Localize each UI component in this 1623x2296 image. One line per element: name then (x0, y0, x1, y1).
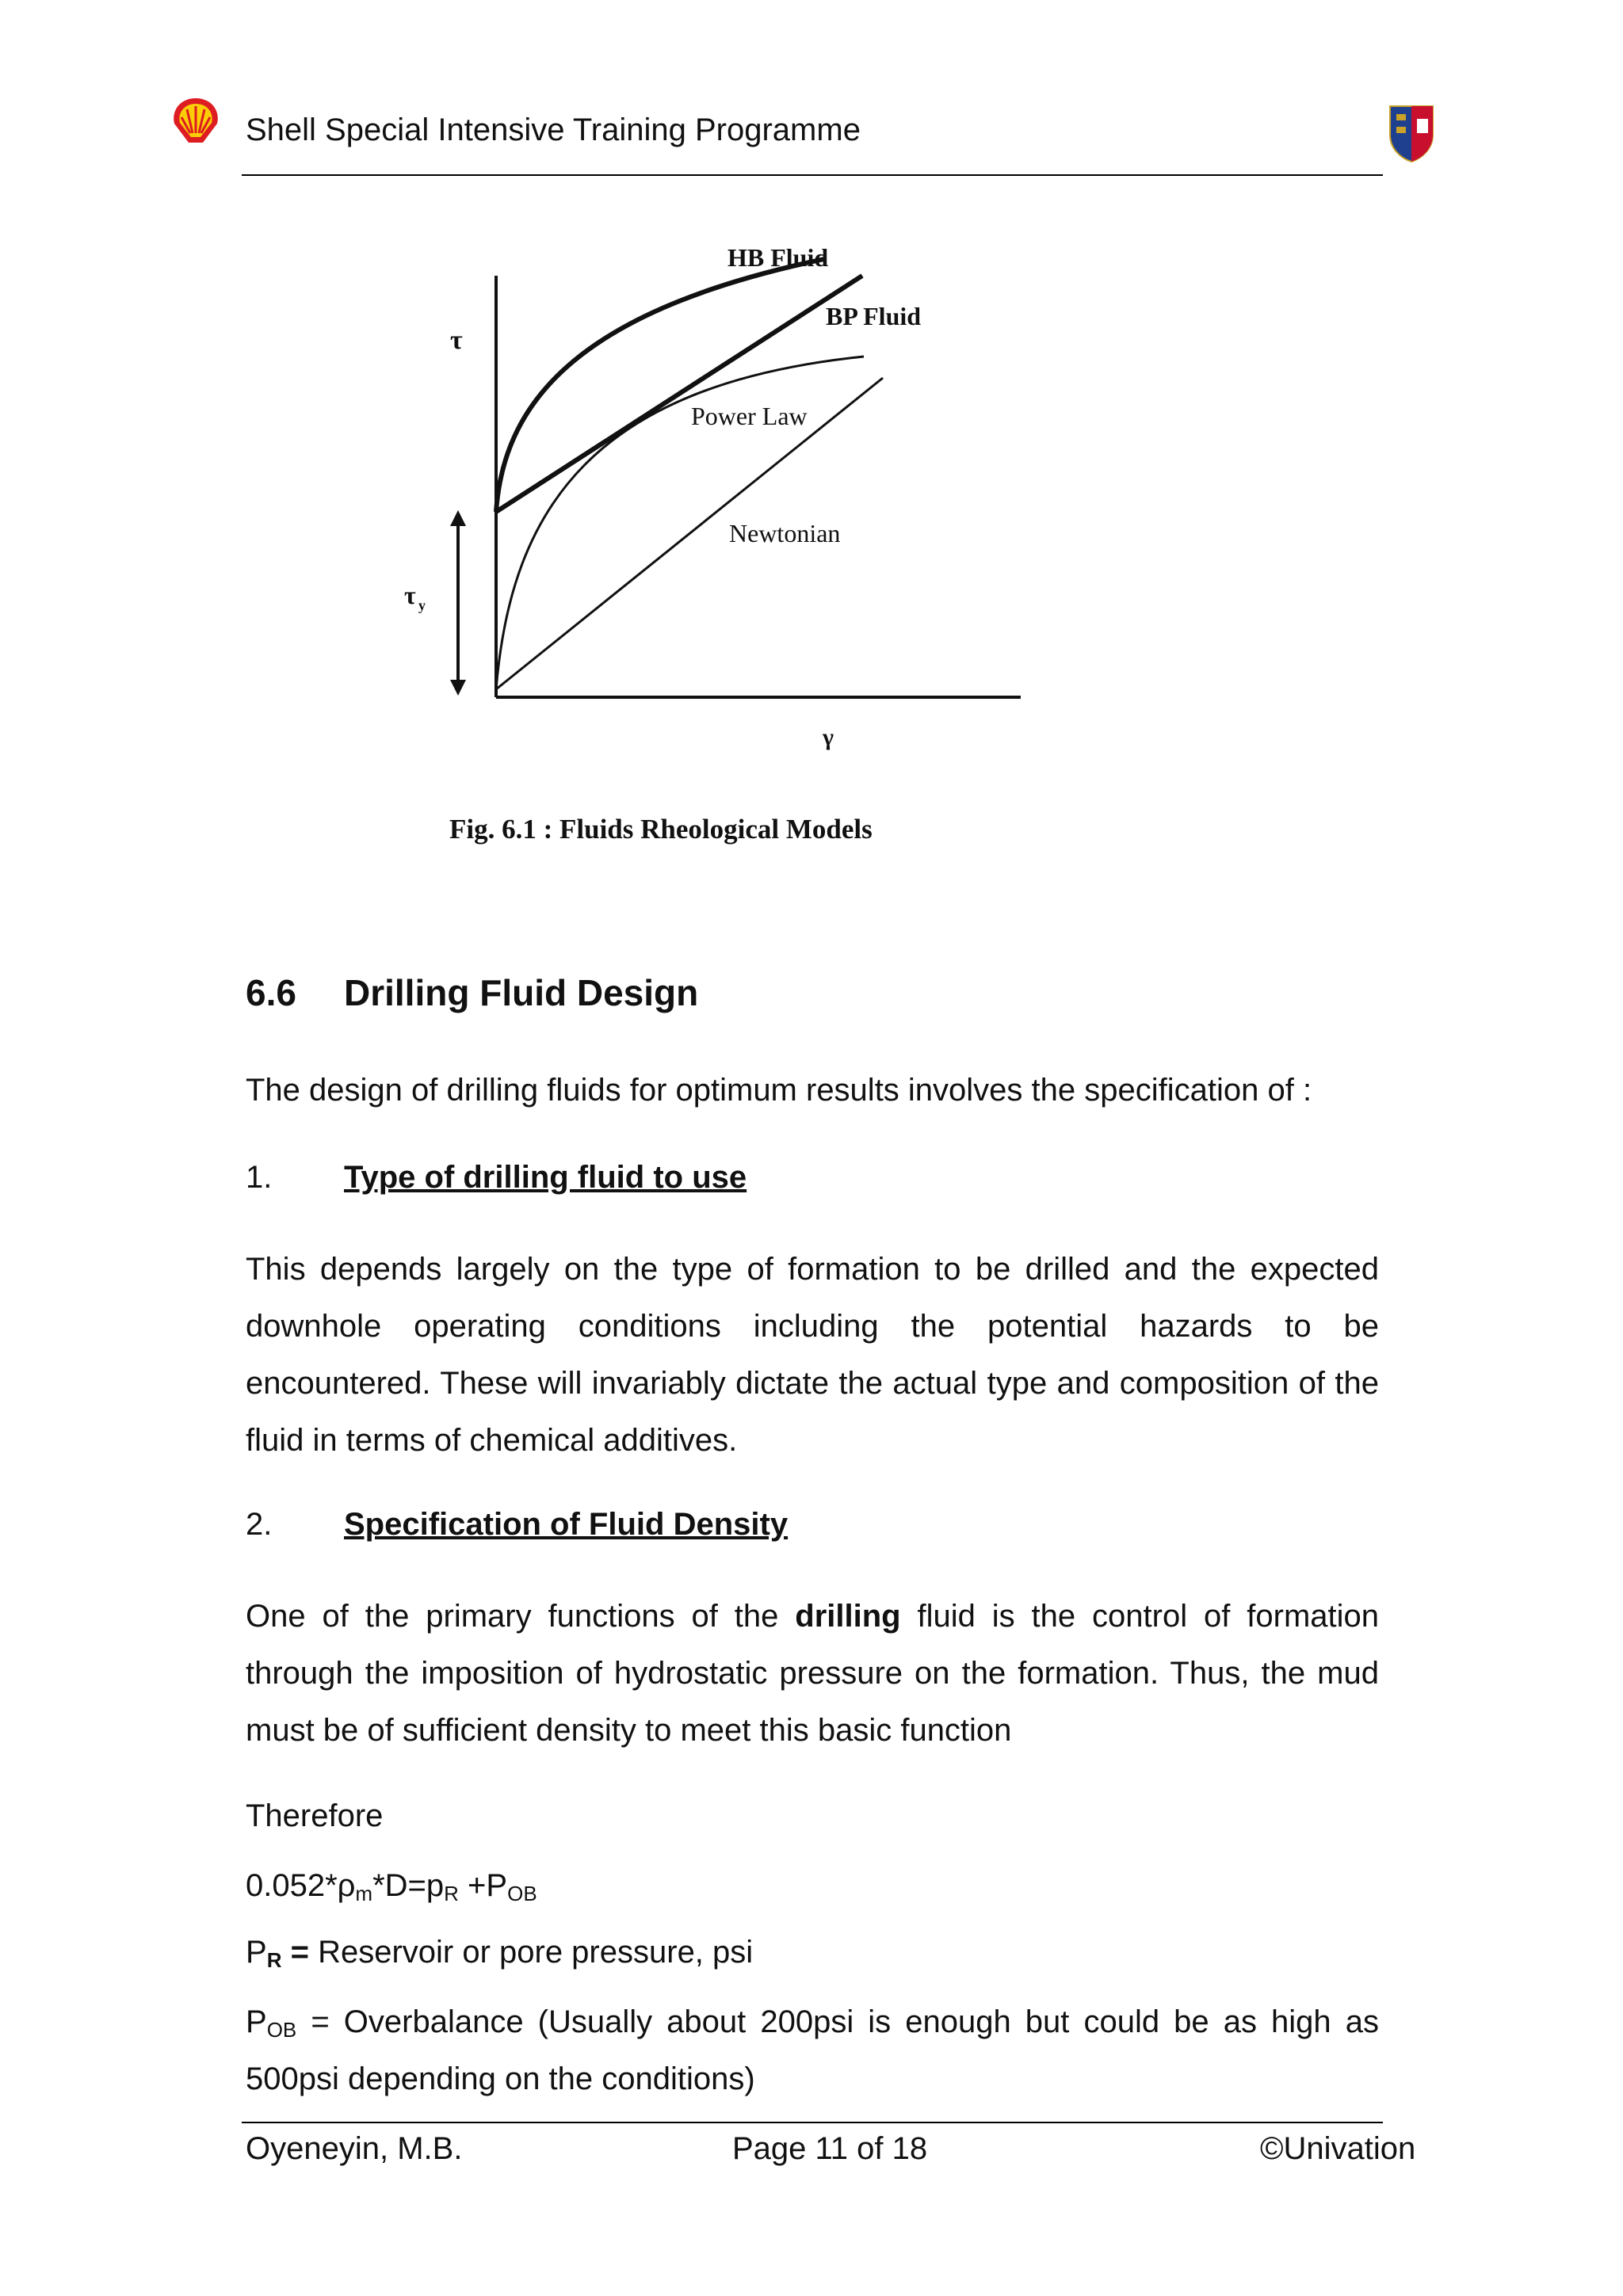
eq-sub-r: R (444, 1882, 459, 1905)
hb-fluid-curve (496, 259, 824, 512)
def-pr (246, 1924, 1379, 1981)
item-2-paragraph (246, 1588, 1379, 1759)
eq-sub-m: m (355, 1882, 373, 1905)
hb-fluid-label: HB Fluid (727, 243, 829, 272)
footer-copyright: ©Univation (1260, 2131, 1416, 2166)
item-2-text-bold: drilling (795, 1599, 901, 1634)
def-pob-symbol: P (246, 2004, 267, 2039)
item-2-text-pre: One of the primary functions of the (246, 1599, 796, 1634)
newtonian-label: Newtonian (729, 519, 841, 547)
footer-author: Oyeneyin, M.B. (246, 2131, 463, 2166)
x-axis-label: γ (823, 724, 834, 750)
crest-icon (1387, 103, 1436, 163)
item-1-number: 1. (246, 1160, 273, 1195)
def-pob-sub: OB (266, 2018, 297, 2042)
yield-arrow-head-bottom (450, 680, 466, 696)
def-pob (246, 1993, 1379, 2107)
header-rule (242, 174, 1383, 176)
yield-label-sub: y (418, 597, 426, 613)
y-axis-label: τ (450, 326, 463, 355)
def-pob-text: = Overbalance (Usually about 200psi is enough but could be as high as 500psi depending on the conditions) (246, 2004, 1379, 2096)
density-equation (246, 1857, 1379, 1914)
section-number: 6.6 (246, 972, 296, 1013)
eq-part-a: 0.052*ρ (246, 1868, 356, 1903)
rheology-figure (285, 222, 1094, 808)
item-2-title: Specification of Fluid Density (344, 1507, 789, 1542)
shell-logo-icon (168, 93, 223, 149)
item-1-title: Type of drilling fluid to use (344, 1160, 747, 1195)
intro-paragraph: The design of drilling fluids for optimum results involves the specification of : (246, 1073, 1312, 1108)
footer-page-number: Page 11 of 18 (732, 2131, 928, 2166)
eq-part-b: *D=p (372, 1868, 445, 1903)
eq-sub-ob: OB (507, 1882, 537, 1905)
def-pr-text: Reservoir or pore pressure, psi (308, 1935, 754, 1970)
yield-arrow-head-top (450, 510, 466, 526)
item-1-paragraph: This depends largely on the type of formation to be drilled and the expected downhole operating conditions including the potential hazards to be encountered. These will invariably dictate the actual type and composition of the fluid in terms of chemical additives. (246, 1252, 1379, 1458)
def-pr-equals: = (281, 1935, 309, 1970)
figure-caption: Fig. 6.1 : Fluids Rheological Models (449, 814, 873, 845)
power-law-label: Power Law (691, 402, 808, 430)
footer-rule (242, 2122, 1383, 2123)
bp-fluid-curve (496, 276, 862, 512)
header-title: Shell Special Intensive Training Programme (246, 113, 861, 147)
therefore-text: Therefore (246, 1798, 384, 1833)
yield-label: τ (404, 581, 416, 609)
def-pr-sub: R (266, 1948, 282, 1972)
bp-fluid-label: BP Fluid (826, 302, 922, 330)
eq-part-c: +P (458, 1868, 508, 1903)
def-pr-symbol: P (246, 1935, 267, 1970)
item-2-number: 2. (246, 1507, 273, 1542)
section-title: Drilling Fluid Design (344, 972, 699, 1013)
item-2-text-post: fluid is the control of formation through the imposition of hydrostatic pressure on the formation. Thus, the mud must be of sufficient density to meet this basic function (246, 1599, 1380, 1748)
